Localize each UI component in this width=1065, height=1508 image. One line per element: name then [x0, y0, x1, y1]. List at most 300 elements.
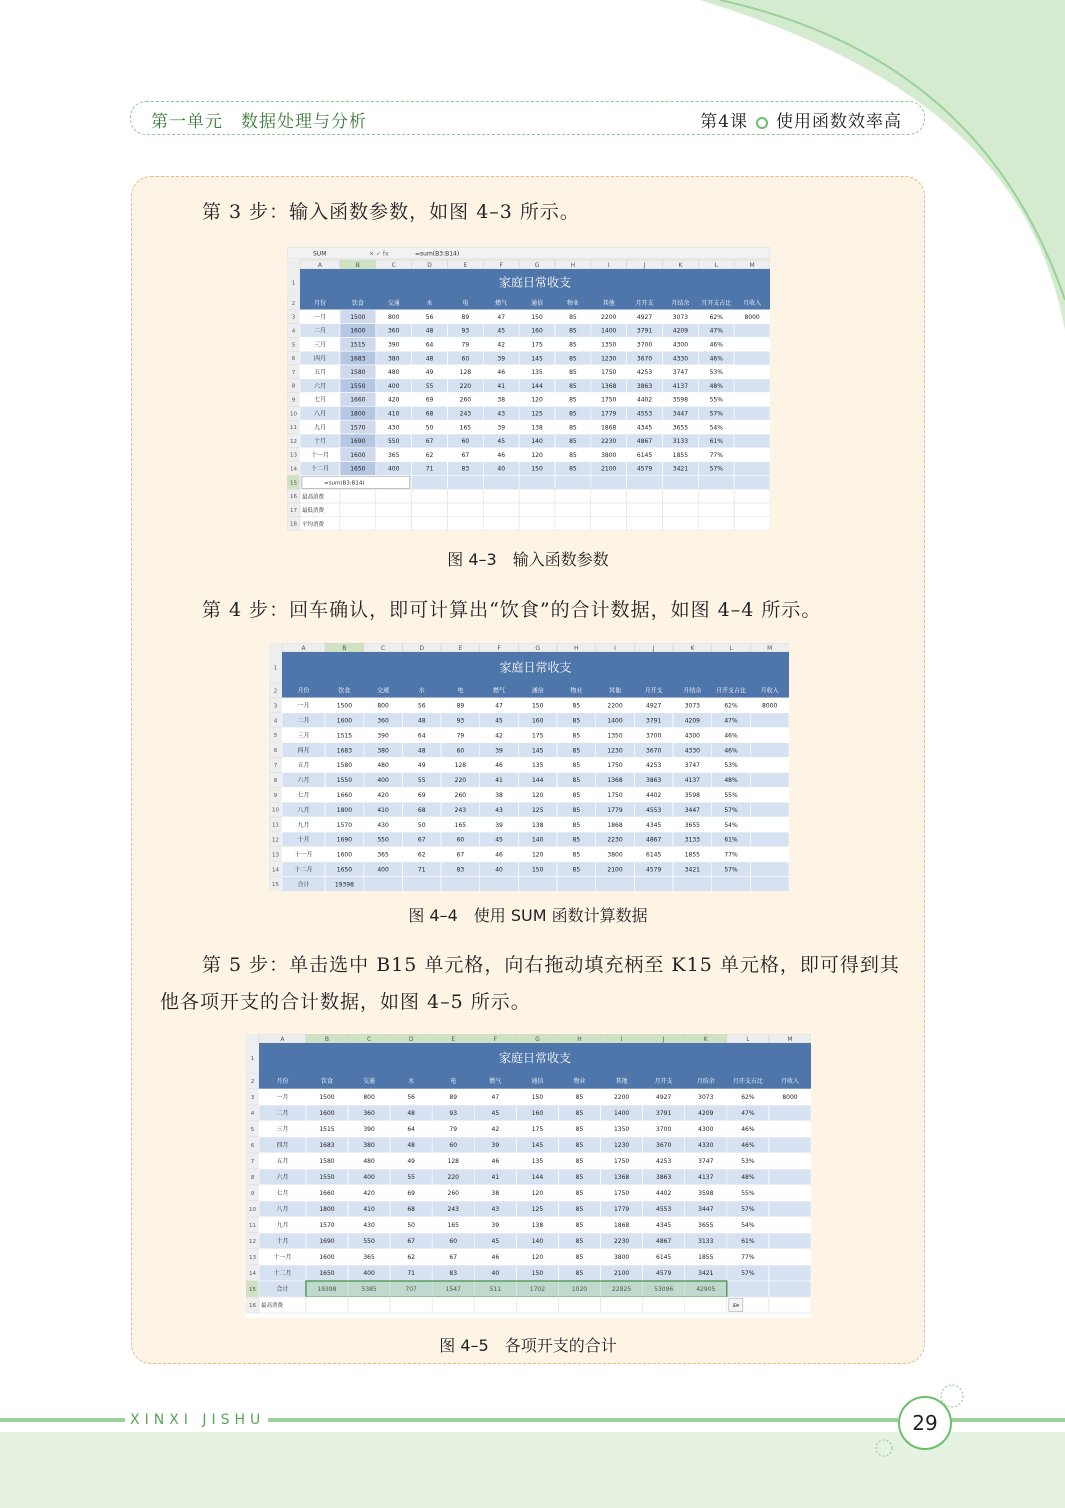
cell-value: 1868: [601, 424, 617, 432]
cell-value: 1683: [350, 355, 366, 363]
row-number: 15: [272, 882, 279, 889]
cell-value: 46%: [724, 732, 738, 740]
cell-value: 3800: [601, 451, 617, 459]
cell-value: 4553: [636, 410, 653, 418]
cell: [340, 503, 376, 517]
cell-value: 93: [449, 1110, 458, 1118]
cell-value: 57%: [724, 866, 738, 874]
cell-value: 360: [363, 1110, 375, 1118]
cell-value: 1600: [336, 717, 353, 725]
cell-value: 67: [425, 438, 434, 446]
cell-value: 68: [417, 806, 426, 814]
row-number: 2: [250, 1079, 255, 1085]
cell-value: 1600: [350, 327, 366, 335]
cell-value: 55: [425, 382, 434, 390]
cell-value: 2230: [607, 836, 623, 844]
unit-title: 第一单元 数据处理与分析: [151, 112, 367, 132]
row-number: 7: [291, 369, 296, 376]
column-letter: M: [787, 1036, 793, 1043]
cell-value: 1600: [336, 851, 353, 859]
cell-value: 1515: [336, 732, 353, 740]
cell-value: 3670: [636, 355, 653, 363]
cell-value: 1750: [613, 1190, 630, 1198]
cell-value: 1600: [319, 1110, 335, 1118]
cell: [306, 1297, 348, 1313]
cell-value: 4867: [636, 438, 653, 446]
cell-value: 1690: [319, 1238, 335, 1246]
cell-value: 400: [387, 382, 400, 390]
cell-value: 61%: [724, 836, 738, 844]
cell-value: 400: [387, 465, 400, 473]
row-number: 9: [250, 1191, 255, 1197]
figure-4-5-caption: 图 4–5 各项开支的合计: [439, 1336, 617, 1355]
cell: [376, 517, 412, 531]
cell-value: 85: [569, 369, 577, 377]
row-number: 12: [290, 438, 297, 445]
cell-value: 60: [461, 438, 470, 446]
cell-value: 260: [454, 791, 467, 799]
column-letter: B: [342, 645, 347, 652]
header-cell: 通信: [531, 300, 544, 308]
cell: [340, 489, 376, 503]
cell-value: 56: [407, 1094, 415, 1102]
figure-4-3-screenshot: [287, 247, 770, 531]
row-number: 6: [250, 1143, 255, 1149]
column-letter: E: [451, 1036, 456, 1043]
cell-value: 140: [531, 438, 543, 446]
column-letter: G: [535, 1036, 540, 1043]
row-number: 2: [273, 688, 278, 695]
cell-value: 4300: [672, 341, 689, 349]
figure-4-4-screenshot: [269, 643, 789, 891]
page-number: 29: [898, 1396, 952, 1450]
header-cell: 水: [408, 1078, 415, 1086]
cell-value: 145: [531, 1142, 544, 1150]
cell-value: 3073: [684, 702, 700, 710]
cell-value: 85: [569, 465, 577, 473]
column-letter: F: [497, 645, 501, 652]
column-letter: L: [746, 1036, 750, 1043]
cell: [555, 517, 591, 531]
cell-value: 430: [377, 821, 389, 829]
cell-value: 47: [495, 702, 503, 710]
header-cell: 月结余: [671, 300, 690, 308]
cell-value: 4927: [646, 702, 662, 710]
cell: [447, 503, 483, 517]
cell-value: 53%: [741, 1158, 755, 1166]
cell-value: 125: [531, 806, 544, 814]
cell-value: 175: [531, 341, 543, 349]
cell-value: 1350: [607, 732, 623, 740]
cell-value: 83: [456, 866, 465, 874]
cell-value: 49: [407, 1158, 415, 1166]
header-cell: 饮食: [320, 1078, 333, 1086]
cell-value: 67: [407, 1238, 415, 1246]
cell-value: 165: [454, 821, 467, 829]
cell-value: 85: [569, 396, 577, 404]
cell: [519, 503, 555, 517]
cell-value: 1350: [601, 341, 617, 349]
cell-value: 3073: [698, 1094, 714, 1102]
cell-value: 150: [531, 465, 543, 473]
cell-value: 55%: [741, 1190, 755, 1198]
cell-value: 45: [491, 1110, 500, 1118]
column-letter: F: [499, 262, 503, 269]
cell-value: 53%: [709, 369, 723, 377]
cell-value: 85: [572, 851, 581, 859]
total-row: [282, 877, 789, 891]
footer-brand: XINXI JISHU: [130, 1412, 266, 1428]
cell-value: 1515: [350, 341, 366, 349]
cell-value: 45: [495, 717, 503, 725]
cell-value: 3133: [672, 438, 689, 446]
cell: [340, 517, 376, 531]
cell-value: 60: [449, 1238, 458, 1246]
cell-value: 360: [377, 717, 389, 725]
cell-value: 390: [387, 341, 400, 349]
cell-value: 4927: [656, 1094, 672, 1102]
cell-value: 120: [531, 396, 543, 404]
cell-value: 420: [377, 791, 389, 799]
cell-value: 3447: [684, 806, 700, 814]
cell-value: 128: [459, 369, 472, 377]
cell-value: 3598: [672, 396, 689, 404]
cell-value: 85: [575, 1142, 584, 1150]
cell-value: 85: [575, 1206, 584, 1214]
header-cell: 电: [450, 1078, 457, 1086]
column-letter: H: [574, 645, 579, 652]
cell-value: 93: [456, 717, 465, 725]
cell-value: 38: [491, 1190, 500, 1198]
cell-value: 4330: [684, 747, 700, 755]
row-number: 6: [273, 748, 278, 755]
row-number: 13: [290, 452, 297, 459]
header-cell: 燃气: [495, 300, 508, 308]
cell-value: 38: [497, 396, 506, 404]
cell-value: 480: [377, 762, 389, 770]
row-number: 1: [291, 280, 296, 287]
row-number: 6: [291, 356, 296, 363]
header-cell: 月开支: [654, 1078, 673, 1086]
cell-value: 42: [497, 341, 506, 349]
cell-value: 1368: [607, 777, 623, 785]
row-number: 16: [290, 494, 297, 501]
cell-value: 47: [491, 1094, 500, 1102]
cell: [376, 489, 412, 503]
cell-value: 85: [572, 777, 581, 785]
cell-value: 85: [575, 1158, 584, 1166]
cell-value: 6145: [636, 451, 653, 459]
cell-value: 8000: [762, 702, 778, 710]
cell-value: 85: [572, 836, 581, 844]
row-number: 14: [249, 1271, 256, 1277]
cell-value: 1580: [319, 1158, 335, 1166]
cell-value: 4927: [636, 313, 653, 321]
cell: [555, 503, 591, 517]
cell: [483, 517, 519, 531]
cell-value: 175: [531, 1126, 544, 1134]
header-cell: 饮食: [351, 300, 364, 308]
cell-value: 4253: [646, 762, 662, 770]
cell-value: 68: [425, 410, 434, 418]
cell-value: 49: [417, 762, 426, 770]
column-letter: A: [317, 262, 323, 269]
footer-line: [945, 1418, 1065, 1422]
header-cell: 月收入: [780, 1078, 799, 1086]
cell-value: 3655: [672, 424, 689, 432]
cell-value: 85: [575, 1254, 584, 1262]
header-cell: 月份: [313, 300, 326, 308]
cell-value: 61%: [741, 1238, 755, 1246]
cell-value: 85: [572, 866, 581, 874]
column-letter: K: [690, 645, 695, 652]
header-cell: 月收入: [760, 687, 779, 695]
column-letter: M: [767, 645, 773, 652]
row-number: 4: [291, 328, 296, 335]
cell-value: 50: [417, 821, 426, 829]
cell-value: 220: [454, 777, 467, 785]
cell-value: 6145: [656, 1254, 672, 1262]
cell-value: 800: [387, 313, 400, 321]
cell-value: 六月: [297, 777, 310, 785]
cell-value: 120: [531, 851, 544, 859]
cell-value: 144: [531, 382, 543, 390]
cell-value: 3133: [684, 836, 700, 844]
cell-value: 68: [407, 1206, 415, 1214]
cell-value: 1779: [607, 806, 623, 814]
row-number: 16: [249, 1303, 256, 1309]
column-letter: J: [643, 262, 646, 269]
cell-value: 1350: [613, 1126, 630, 1134]
cell-value: 七月: [313, 396, 326, 404]
cell: [348, 1297, 390, 1313]
header-cell: 交通: [387, 300, 400, 308]
row-number: 4: [250, 1111, 255, 1117]
header-cell: 月结余: [696, 1078, 715, 1086]
cell-value: 550: [387, 438, 400, 446]
row-number: 2: [291, 300, 296, 307]
cell-value: 四月: [313, 355, 326, 363]
cell-value: 85: [569, 382, 577, 390]
extra-row-label: 最高消费: [302, 494, 325, 501]
cell-value: 1570: [350, 424, 366, 432]
bubble-decoration: [872, 1436, 896, 1460]
cell-value: 十二月: [310, 465, 329, 473]
cell-value: 39: [491, 1142, 500, 1150]
column-letter: C: [391, 262, 396, 269]
row-number: 11: [249, 1223, 256, 1229]
total-label: 合计: [297, 881, 310, 889]
cell-value: 3747: [672, 369, 689, 377]
cell: [591, 517, 627, 531]
cell-value: 85: [575, 1270, 584, 1278]
cell-value: 4402: [646, 791, 662, 799]
cell-value: 480: [387, 369, 400, 377]
cell-value: 54%: [741, 1222, 755, 1230]
cell-value: 67: [417, 836, 426, 844]
cell-value: 53%: [724, 762, 738, 770]
header-cell: 电: [457, 687, 464, 695]
cell-value: 49: [425, 369, 434, 377]
figure-4-3-caption: 图 4–3 输入函数参数: [447, 550, 609, 569]
cell: [698, 503, 734, 517]
cell-value: 3421: [684, 866, 700, 874]
header-cell: 其他: [602, 300, 615, 308]
cell-value: 85: [569, 451, 577, 459]
cell-value: 4253: [636, 369, 653, 377]
extra-row-label: 最高消费: [261, 1303, 284, 1310]
column-letter: D: [408, 1036, 414, 1043]
cell-value: 五月: [313, 369, 326, 377]
column-letter: C: [380, 645, 386, 652]
cell: [519, 517, 555, 531]
column-letter: G: [535, 645, 541, 652]
cell-value: 390: [363, 1126, 375, 1134]
header-cell: 交通: [363, 1078, 376, 1086]
cell-value: 800: [363, 1094, 375, 1102]
cell-value: 45: [497, 327, 506, 335]
cell-value: 3447: [672, 410, 689, 418]
header-cell: 通信: [531, 687, 544, 695]
cell: [474, 1297, 516, 1313]
cell: [447, 517, 483, 531]
column-letter: B: [324, 1036, 330, 1043]
cell-value: 十月: [297, 836, 310, 844]
cell-value: 五月: [297, 762, 310, 770]
row-number: 11: [290, 425, 297, 432]
cell-value: 39: [497, 424, 506, 432]
name-box: SUM: [313, 250, 327, 258]
cell-value: 九月: [297, 821, 310, 829]
cell-value: 85: [575, 1238, 584, 1246]
row-number: 11: [272, 822, 279, 829]
cell-value: 89: [449, 1094, 458, 1102]
cell-value: 1600: [319, 1254, 335, 1262]
header-cell: 月开支占比: [716, 687, 747, 695]
cell-value: 54%: [724, 821, 738, 829]
cell-value: 150: [531, 702, 544, 710]
cell: [555, 489, 591, 503]
cell-value: 46%: [741, 1142, 755, 1150]
cell-value: 243: [459, 410, 472, 418]
row-number: 1: [273, 665, 278, 672]
row-number: 10: [272, 807, 279, 814]
cell-value: 120: [531, 791, 544, 799]
cell-value: 380: [377, 747, 389, 755]
row-number: 18: [290, 521, 297, 528]
column-letter: K: [678, 262, 683, 269]
cell-value: 43: [497, 410, 506, 418]
row-number: 3: [250, 1095, 255, 1101]
cell-value: 550: [363, 1238, 375, 1246]
cell-value: 243: [447, 1206, 459, 1214]
cell-value: 410: [377, 806, 389, 814]
step-5-text-line1: 第 5 步：单击选中 B15 单元格，向右拖动填充柄至 K15 单元格，即可得到其: [202, 954, 900, 976]
cell-value: 85: [569, 327, 577, 335]
cell-value: 4300: [684, 732, 700, 740]
header-cell: 燃气: [489, 1078, 502, 1086]
cell-value: 57%: [741, 1270, 755, 1278]
column-letter: G: [534, 262, 540, 269]
cell-value: 1650: [319, 1270, 335, 1278]
cell-value: 七月: [297, 791, 310, 799]
cell-value: 3863: [646, 777, 662, 785]
cell-value: 七月: [276, 1190, 289, 1198]
cell-value: 8000: [744, 313, 760, 321]
header-cell: 物业: [573, 1078, 586, 1086]
total-label: 合计: [276, 1286, 289, 1294]
cell-value: 150: [531, 1270, 544, 1278]
cell-value: 160: [531, 327, 543, 335]
row-number: 17: [290, 507, 297, 514]
cell-value: 40: [495, 866, 503, 874]
row-number: 12: [249, 1239, 256, 1245]
cell-value: 46: [491, 1158, 500, 1166]
cell-value: 九月: [276, 1222, 289, 1230]
cell: [698, 517, 734, 531]
table-title: 家庭日常收支: [498, 1051, 572, 1065]
cell-value: 45: [495, 836, 503, 844]
cell-value: 2230: [613, 1238, 630, 1246]
cell-value: 47%: [724, 717, 738, 725]
cell-value: 62%: [724, 702, 738, 710]
step-5-text-line2: 他各项开支的合计数据，如图 4–5 所示。: [160, 991, 531, 1013]
cell-value: 42: [495, 732, 503, 740]
column-letter: L: [714, 262, 718, 269]
cell-value: 1660: [350, 396, 366, 404]
cell-value: 1660: [336, 791, 353, 799]
cell-value: 3863: [636, 382, 653, 390]
header-cell: 电: [462, 300, 469, 308]
cell-value: 1400: [607, 717, 623, 725]
cell: [376, 503, 412, 517]
formula-text: =sum(B3:B14): [415, 250, 460, 258]
formula-bar: [287, 247, 770, 259]
cell-value: 48: [417, 717, 426, 725]
row-number: 10: [249, 1207, 256, 1213]
cell-value: 1230: [601, 355, 617, 363]
cell-value: 138: [531, 821, 544, 829]
cell-value: 220: [447, 1174, 459, 1182]
cell-value: 85: [569, 313, 577, 321]
cell-value: 46: [497, 451, 506, 459]
cell-value: 八月: [297, 806, 310, 814]
cell-value: 71: [425, 465, 434, 473]
column-letter: C: [366, 1036, 372, 1043]
step-4-text: 第 4 步：回车确认，即可计算出“饮食”的合计数据，如图 4–4 所示。: [202, 599, 822, 621]
cell: [601, 1297, 643, 1313]
cell-value: 4300: [698, 1126, 714, 1134]
cell-value: 85: [569, 355, 577, 363]
cell-value: 十二月: [273, 1270, 292, 1278]
cell-value: 3598: [684, 791, 700, 799]
cell-value: 46%: [741, 1126, 755, 1134]
cell-value: 二月: [276, 1110, 289, 1118]
cell-value: 1855: [672, 451, 689, 459]
cell-value: 380: [387, 355, 400, 363]
cell-value: 125: [531, 1206, 544, 1214]
header-cell: 月份: [276, 1078, 289, 1086]
cell-value: 135: [531, 369, 543, 377]
cell-value: 243: [454, 806, 467, 814]
column-letter: A: [301, 645, 306, 652]
cell-value: 十一月: [310, 451, 329, 459]
footer-line: [268, 1418, 898, 1422]
cell-value: 六月: [313, 382, 326, 390]
cell-value: 1600: [350, 451, 366, 459]
cell-value: 1750: [601, 396, 617, 404]
cell-value: 41: [497, 382, 506, 390]
